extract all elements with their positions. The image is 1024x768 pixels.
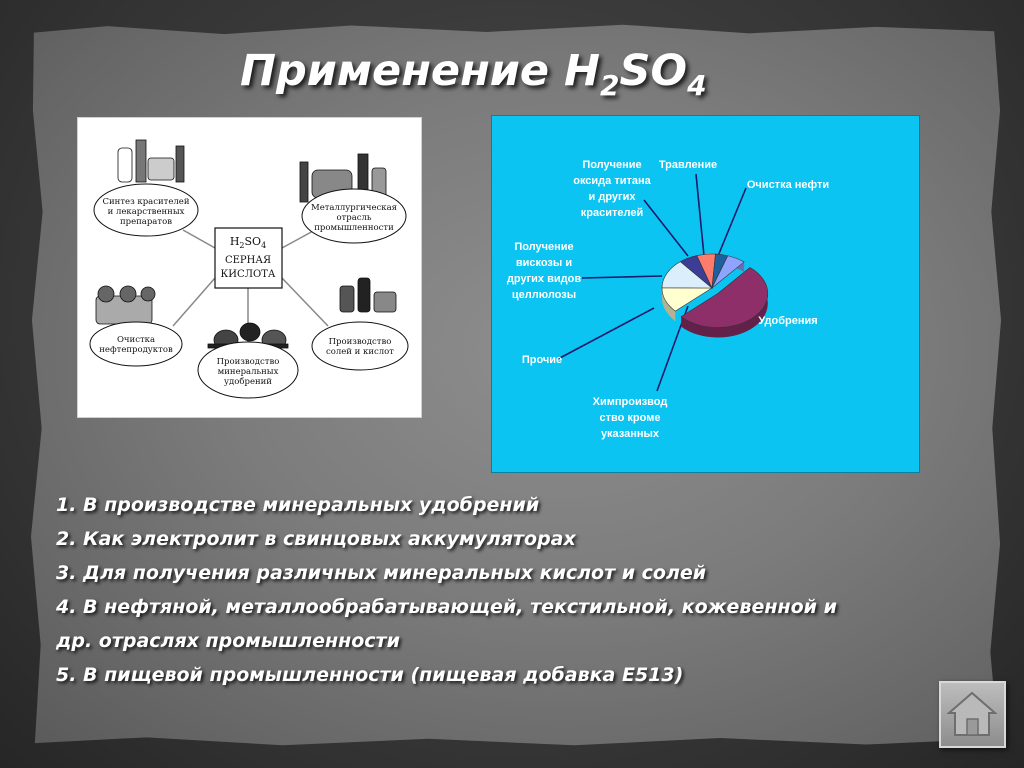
list-item-3: 3. Для получения различных минеральных кислот и солей (56, 562, 707, 584)
center-formula: $H_2SO_4$ (229, 235, 267, 250)
home-button[interactable] (939, 681, 1006, 748)
node-metallurgy-line-3: промышленности (314, 223, 394, 233)
pie-label-3: Получение вискозы и других видов целлюлозы (506, 241, 582, 301)
pie-label-6: Очистка нефти (746, 179, 830, 191)
leader-line-5 (696, 174, 704, 256)
uses-list (56, 488, 996, 692)
node-fertilizers-line-3: удобрений (224, 377, 272, 387)
center-line-2: КИСЛОТА (220, 269, 276, 280)
list-item-4: 4. В нефтяной, металлообрабатывающей, текстильной, кожевенной и (56, 596, 837, 618)
pie-label-4: Получение оксида титана и других красителей (573, 159, 651, 219)
node-dyes-line-1: Синтез красителей (102, 197, 190, 207)
node-oil-line-2: нефтепродуктов (99, 345, 173, 355)
sulfuric-acid-uses-diagram (77, 117, 422, 418)
slide-title: Применение $H_2SO_4$ (240, 46, 707, 102)
leader-line-3 (582, 276, 662, 278)
pie-label-0: Удобрения (758, 315, 818, 327)
node-fertilizers-line-2: минеральных (217, 367, 279, 377)
pie-label-1: Химпроизвод ство кроме указанных (592, 396, 668, 440)
node-fertilizers-line-1: Производство (216, 357, 280, 367)
node-metallurgy-line-1: Металлургическая (310, 203, 398, 213)
node-salts-line-2: солей и кислот (326, 347, 394, 357)
leader-line-2 (558, 308, 654, 359)
pie-label-2: Прочие (521, 354, 563, 366)
uses-pie-chart (491, 115, 920, 473)
node-salts-line-1: Производство (328, 337, 392, 347)
list-item-2: 2. Как электролит в свинцовых аккумуляторах (56, 528, 576, 550)
node-dyes-line-2: и лекарственных (107, 207, 185, 217)
leader-line-6 (718, 188, 746, 256)
pie-label-5: Травление (658, 159, 718, 171)
list-item-5: 5. В пищевой промышленности (пищевая добавка Е513) (56, 664, 684, 686)
leader-line-4 (644, 200, 688, 256)
center-line-1: СЕРНАЯ (224, 255, 272, 266)
node-dyes-line-3: препаратов (120, 217, 172, 227)
list-item-4-continued: др. отраслях промышленности (56, 630, 400, 652)
node-oil-line-1: Очистка (116, 335, 156, 345)
home-icon (941, 683, 1004, 746)
list-item-1: 1. В производстве минеральных удобрений (56, 494, 540, 516)
node-metallurgy-line-2: отрасль (336, 213, 372, 223)
